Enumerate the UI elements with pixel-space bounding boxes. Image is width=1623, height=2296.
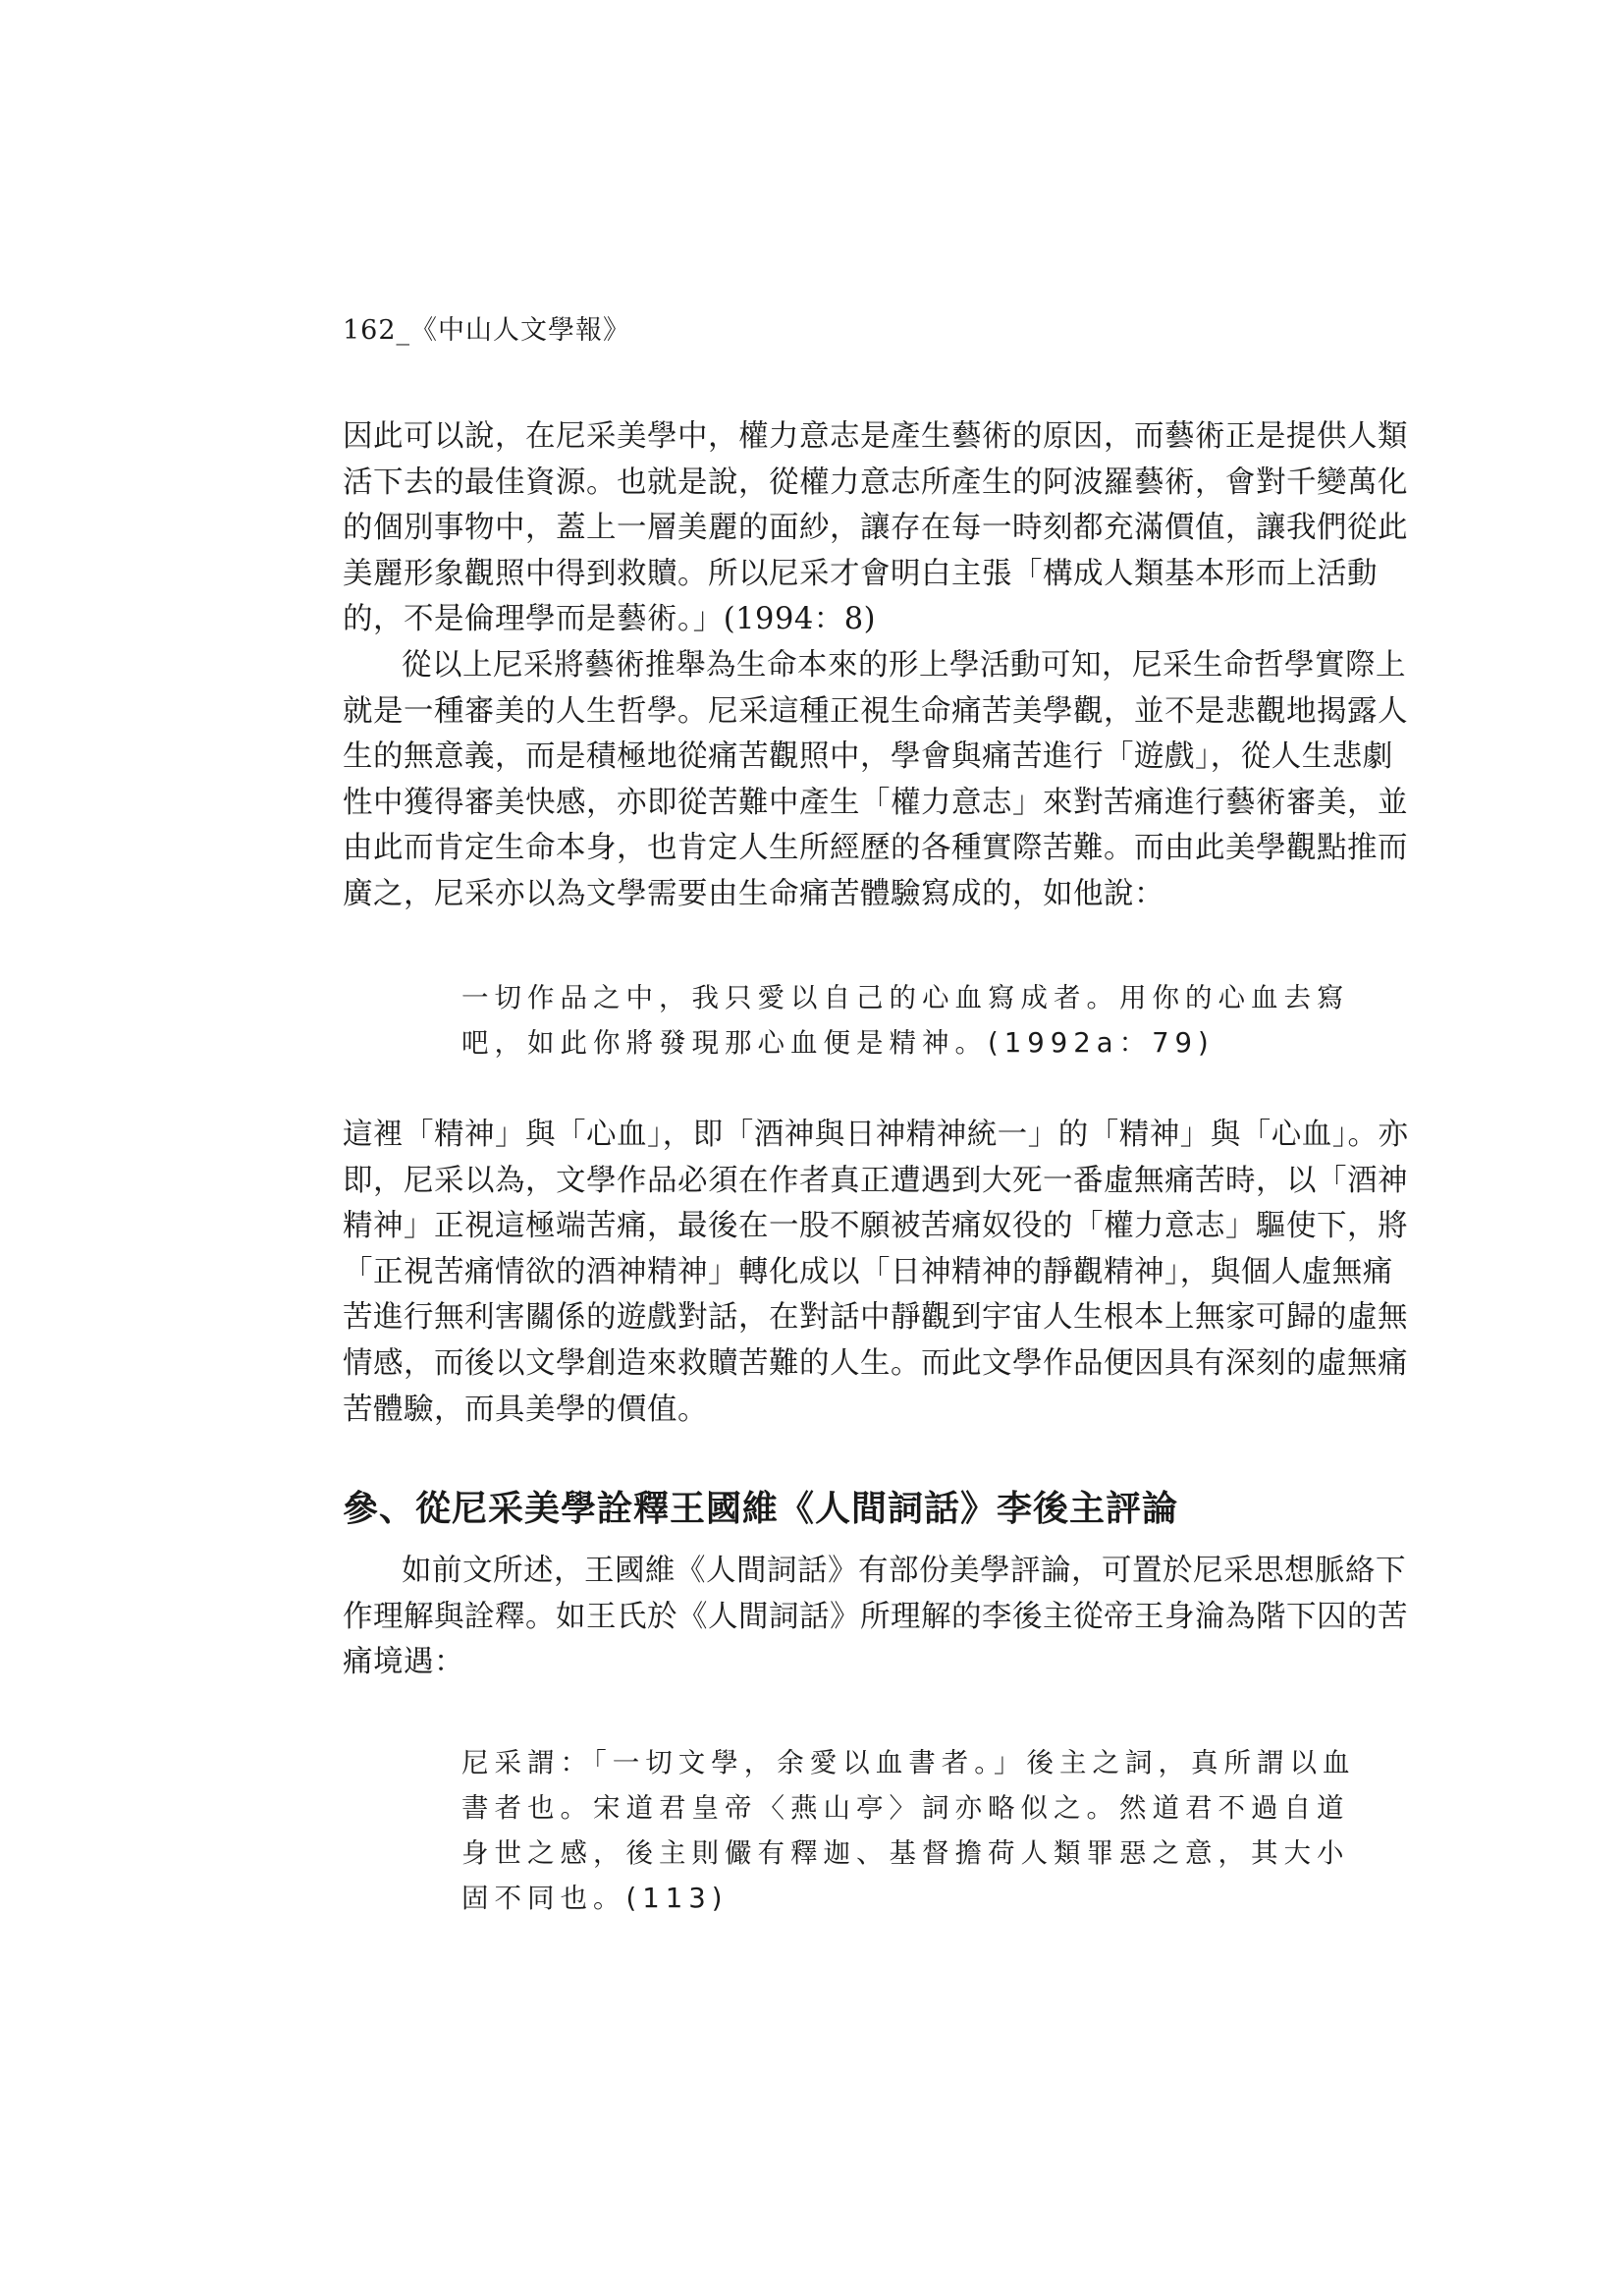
quote-line: 書者也。宋道君皇帝〈燕山亭〉詞亦略似之。然道君不過自道 — [461, 1792, 1350, 1824]
paragraph-line: 由此而肯定生命本身，也肯定人生所經歷的各種實際苦難。而由此美學觀點推而 — [343, 831, 1408, 866]
block-quote-2 — [461, 1740, 1356, 1921]
section-heading: 參、從尼采美學詮釋王國維《人間詞話》李後主評論 — [343, 1489, 1179, 1529]
paragraph-1 — [343, 414, 1408, 643]
paragraph-line: 「正視苦痛情欲的酒神精神」轉化成以「日神精神的靜觀精神」，與個人虛無痛 — [343, 1254, 1393, 1289]
running-head: 162_《中山人文學報》 — [343, 315, 631, 346]
paragraph-line: 因此可以說，在尼采美學中，權力意志是產生藝術的原因，而藝術正是提供人類 — [343, 419, 1408, 454]
paragraph-line: 即，尼采以為，文學作品必須在作者真正遭遇到大死一番虛無痛苦時，以「酒神 — [343, 1163, 1408, 1198]
paragraph-line: 這裡「精神」與「心血」，即「酒神與日神精神統一」的「精神」與「心血」。亦 — [343, 1118, 1409, 1152]
paragraph-line: 性中獲得審美快感，亦即從苦難中產生「權力意志」來對苦痛進行藝術審美，並 — [343, 785, 1408, 820]
paragraph-line: 美麗形象觀照中得到救贖。所以尼采才會明白主張「構成人類基本形而上活動 — [343, 556, 1378, 591]
paragraph-line: 活下去的最佳資源。也就是說，從權力意志所產生的阿波羅藝術，會對千變萬化 — [343, 465, 1408, 500]
paragraph-line: 從以上尼采將藝術推舉為生命本來的形上學活動可知，尼采生命哲學實際上 — [402, 648, 1406, 683]
paragraph-line: 就是一種審美的人生哲學。尼采這種正視生命痛苦美學觀，並不是悲觀地揭露人 — [343, 693, 1408, 729]
paragraph-line: 作理解與詮釋。如王氏於《人間詞話》所理解的李後主從帝王身淪為階下囚的苦 — [343, 1599, 1408, 1634]
paragraph-line: 生的無意義，而是積極地從痛苦觀照中，學會與痛苦進行「遊戲」，從人生悲劇 — [343, 739, 1393, 775]
paragraph-line: 精神」正視這極端苦痛，最後在一股不願被苦痛奴役的「權力意志」驅使下，將 — [343, 1209, 1408, 1244]
paragraph-line: 情感，而後以文學創造來救贖苦難的人生。而此文學作品便因具有深刻的虛無痛 — [343, 1345, 1408, 1381]
paragraph-4 — [343, 1549, 1408, 1686]
paragraph-3 — [343, 1113, 1409, 1433]
block-quote-1 — [461, 975, 1350, 1066]
paragraph-2 — [343, 643, 1408, 918]
quote-line: 一切作品之中，我只愛以自己的心血寫成者。用你的心血去寫 — [461, 982, 1350, 1013]
paragraph-line: 痛境遇： — [343, 1645, 464, 1680]
quote-line: 固不同也。(113) — [461, 1883, 729, 1914]
quote-line: 吧，如此你將發現那心血便是精神。(1992a：79) — [461, 1027, 1215, 1059]
paragraph-line: 苦進行無利害關係的遊戲對話，在對話中靜觀到宇宙人生根本上無家可歸的虛無 — [343, 1300, 1408, 1336]
quote-line: 身世之感，後主則儼有釋迦、基督擔荷人類罪惡之意，其大小 — [461, 1837, 1350, 1869]
paragraph-line: 苦體驗，而具美學的價值。 — [343, 1392, 708, 1427]
paragraph-line: 的個別事物中，蓋上一層美麗的面紗，讓存在每一時刻都充滿價值，讓我們從此 — [343, 511, 1408, 546]
paragraph-line: 的，不是倫理學而是藝術。」(1994：8) — [343, 602, 877, 637]
paragraph-line: 廣之，尼采亦以為文學需要由生命痛苦體驗寫成的，如他說： — [343, 876, 1164, 911]
quote-line: 尼采謂：「一切文學，余愛以血書者。」後主之詞，真所謂以血 — [461, 1747, 1356, 1778]
paragraph-line: 如前文所述，王國維《人間詞話》有部份美學評論，可置於尼采思想脈絡下 — [402, 1554, 1406, 1588]
